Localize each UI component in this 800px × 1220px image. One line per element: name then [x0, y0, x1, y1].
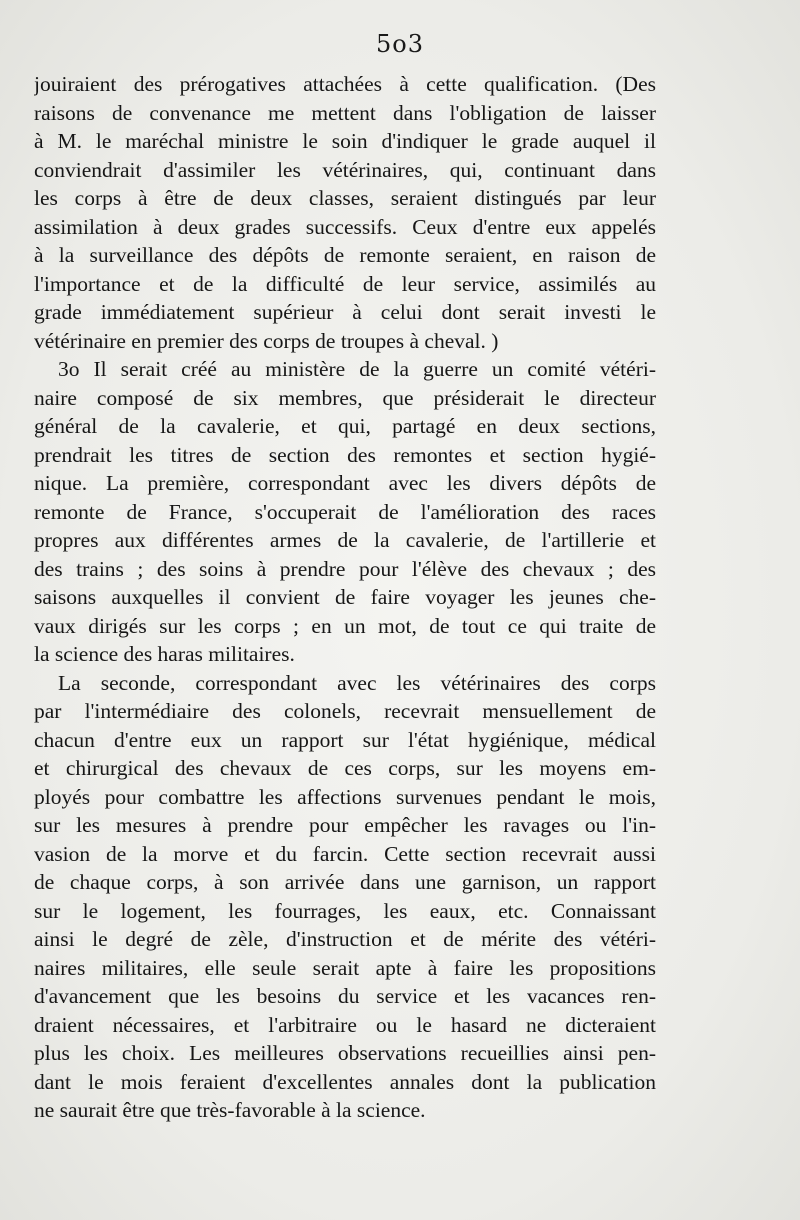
- text-line: plus les choix. Les meilleures observations recueillies ainsi pen-: [34, 1041, 656, 1065]
- text-line: jouiraient des prérogatives attachées à cette qualification. (Des: [34, 72, 656, 96]
- text-line: et chirurgical des chevaux de ces corps, sur les moyens em-: [34, 756, 656, 780]
- text-line: chacun d'entre eux un rapport sur l'état hygiénique, médical: [34, 727, 656, 752]
- text-line: sur le logement, les fourrages, les eaux, etc. Connaissant: [34, 898, 656, 923]
- text-line: 3o Il serait créé au ministère de la guerre un comité vétéri-: [58, 357, 656, 381]
- text-line: sur les mesures à prendre pour empêcher les ravages ou l'in-: [34, 813, 656, 837]
- text-line: grade immédiatement supérieur à celui dont serait investi le: [34, 300, 656, 324]
- text-line: naires militaires, elle seule serait apte à faire les propositions: [34, 955, 656, 980]
- text-line: saisons auxquelles il convient de faire voyager les jeunes che-: [34, 585, 656, 609]
- text-line: La seconde, correspondant avec les vétérinaires des corps: [58, 670, 656, 695]
- text-line: vétérinaire en premier des corps de troupes à cheval. ): [34, 328, 499, 353]
- text-line: d'avancement que les besoins du service et les vacances ren-: [34, 984, 656, 1008]
- text-line: l'importance et de la difficulté de leur service, assimilés au: [34, 271, 656, 296]
- text-line: à la surveillance des dépôts de remonte seraient, en raison de: [34, 243, 656, 267]
- text-line: de chaque corps, à son arrivée dans une garnison, un rapport: [34, 870, 656, 894]
- text-line: conviendrait d'assimiler les vétérinaires, qui, continuant dans: [34, 157, 656, 182]
- text-line: assimilation à deux grades successifs. Ceux d'entre eux appelés: [34, 214, 656, 239]
- text-line: propres aux différentes armes de la cavalerie, de l'artillerie et: [34, 528, 656, 552]
- text-line: vasion de la morve et du farcin. Cette section recevrait aussi: [34, 841, 656, 866]
- text-line: dant le mois feraient d'excellentes annales dont la publication: [34, 1069, 656, 1094]
- text-line: ne saurait être que très-favorable à la science.: [34, 1098, 426, 1122]
- text-line: vaux dirigés sur les corps ; en un mot, de tout ce qui traite de: [34, 613, 656, 638]
- text-line: ainsi le degré de zèle, d'instruction et de mérite des vétéri-: [34, 927, 656, 951]
- text-line: la science des haras militaires.: [34, 642, 295, 666]
- text-line: raisons de convenance me mettent dans l'obligation de laisser: [34, 100, 656, 125]
- text-line: ployés pour combattre les affections survenues pendant le mois,: [34, 784, 656, 809]
- text-line: nique. La première, correspondant avec les divers dépôts de: [34, 471, 656, 495]
- text-line: draient nécessaires, et l'arbitraire ou le hasard ne dicteraient: [34, 1012, 656, 1037]
- text-line: les corps à être de deux classes, seraient distingués par leur: [34, 186, 656, 210]
- text-line: prendrait les titres de section des remontes et section hygié-: [34, 442, 656, 467]
- text-line: général de la cavalerie, et qui, partagé en deux sections,: [34, 414, 656, 438]
- body-text: [34, 70, 656, 1125]
- text-line: remonte de France, s'occuperait de l'amélioration des races: [34, 499, 656, 524]
- text-line: par l'intermédiaire des colonels, recevrait mensuellement de: [34, 699, 656, 723]
- text-line: des trains ; des soins à prendre pour l'élève des chevaux ; des: [34, 556, 656, 581]
- text-line: à M. le maréchal ministre le soin d'indiquer le grade auquel il: [34, 129, 656, 153]
- page-number: 5o3: [376, 30, 424, 58]
- text-line: naire composé de six membres, que présiderait le directeur: [34, 385, 656, 410]
